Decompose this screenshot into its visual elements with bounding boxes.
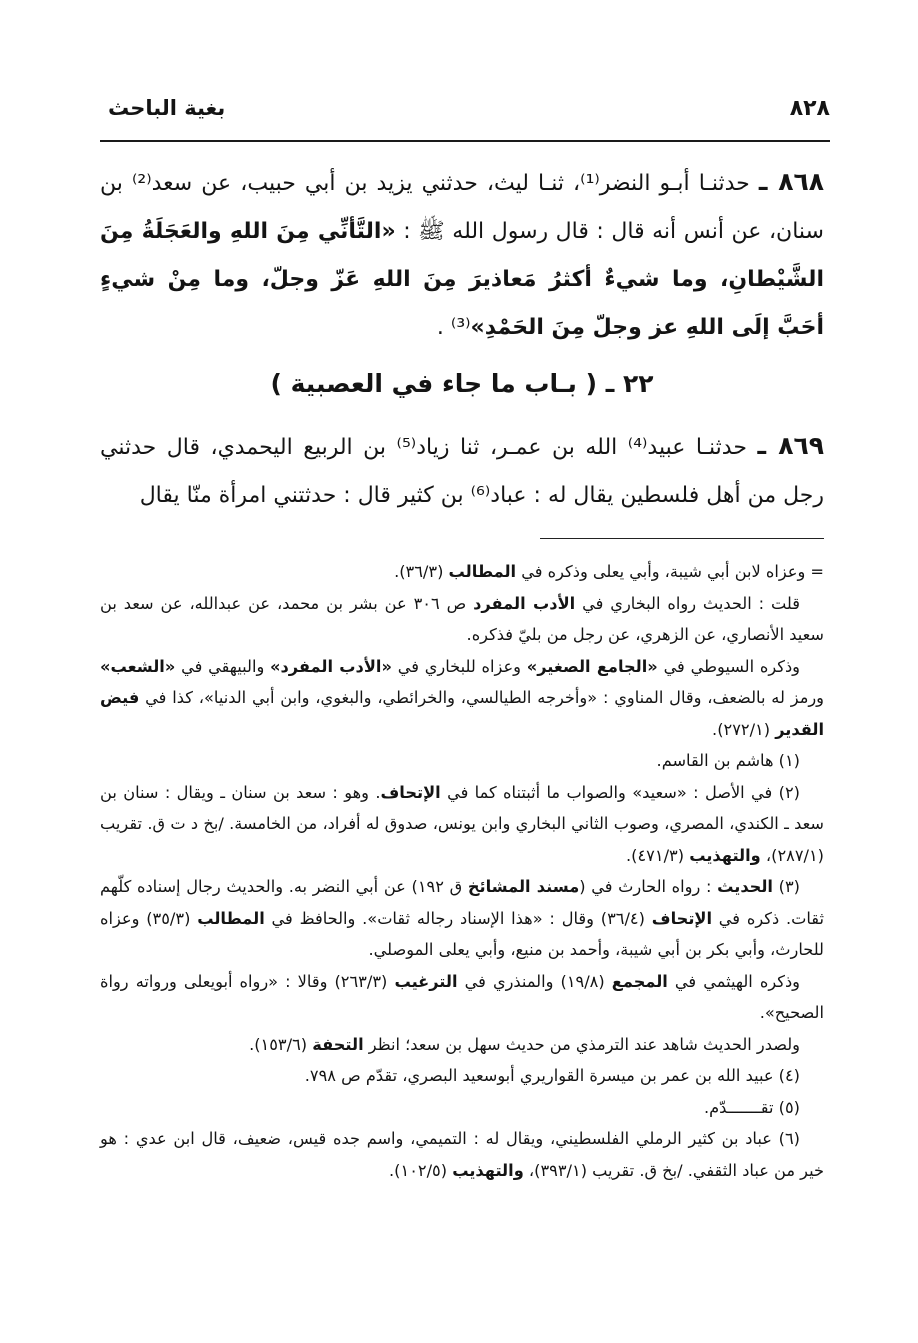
- footnote-text: ولصدر الحديث شاهد عند الترمذي من حديث سهل بن سعد؛ انظر: [363, 1034, 800, 1054]
- footnote-text: وذكره السيوطي في: [657, 656, 801, 676]
- footnote-text: (٣٦/٤) وقال : «هذا الإسناد رجاله ثقات». والحافظ في: [264, 908, 652, 928]
- hadith-number: ٨٦٨ ـ: [758, 167, 824, 196]
- footnote-text: (٣): [772, 877, 800, 896]
- hadith-869: [100, 422, 824, 520]
- footnote-text: (٣٦/٣).: [394, 562, 449, 581]
- footnote-haythami: [100, 966, 824, 1029]
- footnote-6: [100, 1123, 824, 1186]
- footnote-text: (٤٧١/٣).: [626, 845, 690, 865]
- footnote-text: = وعزاه لابن أبي شيبة، وأبي يعلى وذكره في: [516, 562, 824, 581]
- book-ref: الترغيب: [394, 971, 458, 991]
- book-ref: والتهذيب: [452, 1160, 524, 1180]
- book-ref: الأدب المفرد: [473, 593, 576, 613]
- footnote-text: وعزاه للبخاري في: [391, 656, 527, 676]
- footnote-qult: [100, 588, 824, 651]
- hadith-text-end: ⁽³⁾ .: [436, 315, 471, 340]
- book-ref: المجمع: [611, 971, 668, 991]
- footnote-4: (٤) عبيد الله بن عمر بن ميسرة القواريري أبوسعيد البصري، تقدّم ص ٧٩٨.: [304, 1066, 800, 1085]
- hadith-text: حدثنـا أبـو النضر⁽¹⁾، ثنـا ليث، حدثني يزيد بن أبي حبيب، عن سعد⁽²⁾ بن سنان، عن أنس أنه قال : قال رسول الله ﷺ :: [100, 171, 824, 244]
- book-ref: المطالب: [448, 562, 517, 581]
- footnote-5: (٥) تقـــــــدّم.: [703, 1097, 800, 1117]
- page-number: ٨٢٨: [789, 96, 830, 121]
- footnote-text: (٢) في الأصل : «سعيد» والصواب ما أثبتناه كما في: [440, 782, 800, 802]
- footnote-text: . وهو : سعد بن سنان ـ ويقال : سنان بن سعد ـ الكندي، المصري، وصوب الثاني البخاري وابن يونس، صدوق له أفراد، من الخامسة. /بخ د ت ق. تقريب (٢٨٧/١)،: [100, 782, 824, 865]
- book-ref: التحفة: [312, 1034, 364, 1054]
- footnote-3: [100, 871, 824, 966]
- footnote-text: (٣٥/٣) وعزاه للحارث، وأبي بكر بن أبي شيبة، وأحمد بن منيع، وأبي يعلى الموصلي.: [100, 908, 824, 959]
- footnote-text: والبيهقي في: [175, 656, 271, 676]
- footnote-divider: [540, 538, 824, 539]
- hadith-quote: «التَّأنِّي مِنَ اللهِ والعَجَلَةُ مِنَ الشَّيْطانِ، وما شيءٌ أكثرُ مَعاذيرَ مِنَ اللهِ عَزّ وجلّ، وما مِنْ شيءٍ أحَبَّ إلَى اللهِ عز وجلّ مِنَ الحَمْدِ»: [100, 219, 824, 340]
- book-ref: «الشعب»: [100, 656, 176, 676]
- footnote-keyword: الحديث: [717, 877, 773, 896]
- main-text: [100, 158, 824, 520]
- footnotes: [100, 556, 824, 1186]
- footnote-text: (١٩/٨) والمنذري في: [457, 971, 612, 991]
- header-divider: [100, 140, 830, 142]
- hadith-text: حدثنـا عبيد⁽⁴⁾ الله بن عمـر، ثنا زياد⁽⁵⁾ بن الربيع اليحمدي، قال حدثني رجل من أهل فلسطين يقال له : عباد⁽⁶⁾ بن كثير قال : حدثتني امرأة منّا يقال: [100, 435, 824, 508]
- footnote-continuation: [100, 556, 824, 588]
- footnote-text: وذكره الهيثمي في: [667, 971, 800, 991]
- footnote-text: (١٥٣/٦).: [249, 1034, 313, 1054]
- book-ref: والتهذيب: [689, 845, 761, 865]
- footnote-text: ص ٣٠٦ عن بشر بن محمد، عن عبدالله، عن سعد بن سعيد الأنصاري، عن الزهري، عن رجل من بليّ فذكره.: [100, 593, 824, 644]
- book-ref: الإتحاف: [651, 908, 712, 928]
- book-ref: «الجامع الصغير»: [526, 656, 658, 676]
- book-title: بغية الباحث: [108, 96, 226, 120]
- footnote-text: ورمز له بالضعف، وقال المناوي : «وأخرجه الطيالسي، والخرائطي، والبغوي، وابن أبي الدنيا»، كذا في: [139, 688, 824, 707]
- footnote-text: (٦) عباد بن كثير الرملي الفلسطيني، ويقال له : التميمي، واسم جده قيس، ضعيف، قال ابن عدي : هو خير من عباد الثقفي. /بخ ق. تقريب (٣٩٣/١)،: [100, 1129, 824, 1180]
- footnote-suyuti: [100, 651, 824, 746]
- footnote-text: : رواه الحارث في (: [579, 877, 718, 896]
- chapter-heading: ٢٢ ـ ( بـاب ما جاء في العصبية ): [270, 369, 654, 398]
- footnote-sadr: [100, 1029, 824, 1061]
- footnote-text: (١٠٢/٥).: [389, 1160, 453, 1180]
- running-header: [100, 96, 830, 132]
- footnote-text: (٢٦٣/٣) وقالا : «رواه أبويعلى ورواته رواة الصحيح».: [100, 971, 824, 1022]
- footnote-text: (٢٧٢/١).: [712, 719, 776, 739]
- footnote-2: [100, 777, 824, 872]
- book-ref: «الأدب المفرد»: [270, 656, 392, 676]
- hadith-number: ٨٦٩ ـ: [757, 431, 825, 460]
- book-ref: المطالب: [197, 908, 265, 928]
- book-ref: مسند المشائخ: [467, 877, 580, 896]
- footnote-text: قلت : الحديث رواه البخاري في: [575, 593, 801, 613]
- footnote-text: ق ١٩٢) عن أبي النضر به. والحديث رجال إسناده كلّهم ثقات. ذكره في: [100, 877, 825, 928]
- footnote-1: (١) هاشم بن القاسم.: [656, 751, 800, 770]
- book-ref: فيض القدير: [100, 688, 824, 739]
- book-ref: الإتحاف: [380, 782, 441, 802]
- hadith-868: [100, 158, 824, 352]
